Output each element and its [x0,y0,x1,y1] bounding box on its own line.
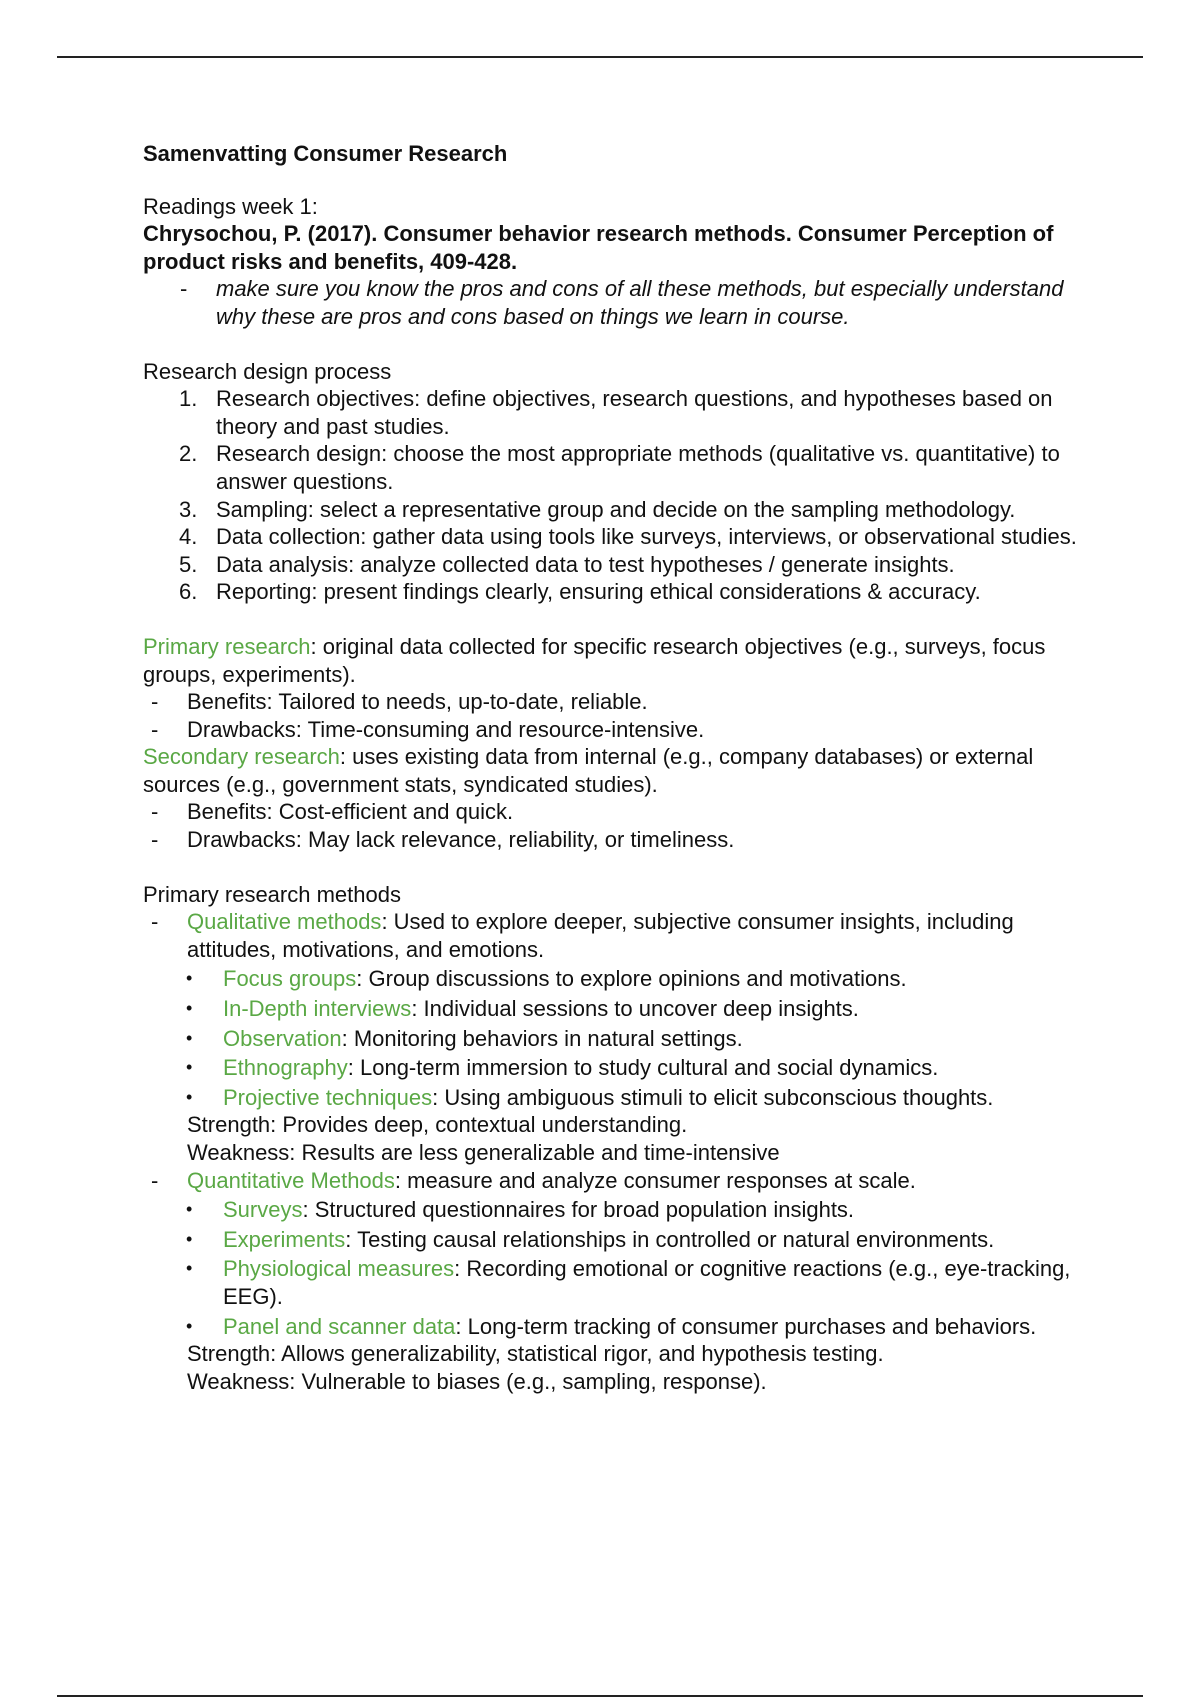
method-desc: : Individual sessions to uncover deep insights. [411,996,859,1022]
method-term: Surveys [223,1197,303,1223]
quantitative-item [143,1313,1103,1341]
method-desc: : Recording emotional or cognitive reactions (e.g., eye-tracking, EEG). [223,1256,1071,1309]
method-term: Projective techniques [223,1084,433,1110]
qualitative-item [143,1054,1103,1082]
qualitative-item [143,995,1103,1023]
design-heading: Research design process [143,358,392,384]
quantitative-item [143,1226,1103,1254]
secondary-research-term: Secondary research [143,744,340,770]
step-text: Data collection: gather data using tools like surveys, interviews, or observational studies. [216,524,1077,550]
dash-marker: - [151,689,159,715]
quantitative-strength: Strength: Allows generalizability, statistical rigor, and hypothesis testing. [187,1341,884,1367]
design-step [143,578,1103,606]
step-number: 1. [179,386,198,412]
step-number: 5. [179,551,198,577]
method-desc: : Monitoring behaviors in natural settings. [341,1025,743,1051]
quantitative-item [143,1255,1103,1310]
bullet-marker: • [186,1315,193,1336]
qualitative-item [143,1025,1103,1053]
method-desc: : Long-term immersion to study cultural and social dynamics. [347,1055,939,1081]
secondary-benefits [143,798,1103,826]
step-text: Sampling: select a representative group and decide on the sampling methodology. [216,496,1016,522]
method-term: Experiments [223,1226,346,1252]
bottom-page-rule [57,1695,1143,1697]
dash-marker: - [180,276,188,302]
method-term: Panel and scanner data [223,1313,456,1339]
method-term: Ethnography [223,1055,348,1081]
step-text: Data analysis: analyze collected data to test hypotheses / generate insights. [216,551,955,577]
quantitative-desc: : measure and analyze consumer responses at scale. [394,1167,916,1193]
quantitative-methods [143,1167,1103,1195]
bullet-marker: • [186,1057,193,1078]
bullet-marker: • [186,1258,193,1279]
bullet-marker: • [186,1027,193,1048]
method-desc: : Long-term tracking of consumer purchases and behaviors. [455,1313,1037,1339]
secondary-research-definition [143,743,1103,798]
step-number: 4. [179,524,198,550]
design-step [143,551,1103,579]
method-desc: : Using ambiguous stimuli to elicit subconscious thoughts. [432,1084,994,1110]
qualitative-item [143,1084,1103,1112]
design-step [143,496,1103,524]
dash-marker: - [151,716,159,742]
bullet-marker: • [186,968,193,989]
step-number: 6. [179,579,198,605]
reading-note [143,275,1103,330]
step-text: Research design: choose the most appropriate methods (qualitative vs. quantitative) to answer questions. [216,441,1060,494]
methods-heading: Primary research methods [143,881,401,907]
dash-marker: - [151,799,159,825]
method-term: Focus groups [223,966,357,992]
primary-research-definition [143,633,1103,688]
secondary-research-desc: : uses existing data from internal (e.g., company databases) or external sources (e.g., government stats, syndicated studies). [143,744,1034,797]
qualitative-weakness: Weakness: Results are less generalizable and time-intensive [187,1140,780,1165]
dash-marker: - [151,1167,159,1193]
bullet-marker: • [186,1086,193,1107]
method-desc: : Testing causal relationships in controlled or natural environments. [345,1226,995,1252]
method-desc: : Group discussions to explore opinions and motivations. [356,966,907,992]
method-desc: : Structured questionnaires for broad population insights. [302,1197,855,1223]
step-number: 3. [179,496,198,522]
quantitative-item [143,1196,1103,1224]
reading-note-text: make sure you know the pros and cons of all these methods, but especially understand why these are pros and cons based on things we learn in course. [216,276,1064,329]
bullet-marker: • [186,1199,193,1220]
secondary-drawbacks [143,826,1103,854]
document-title: Samenvatting Consumer Research [143,141,508,166]
step-number: 2. [179,441,198,467]
primary-research-desc: : original data collected for specific research objectives (e.g., surveys, focus groups, experiments). [143,633,1046,687]
primary-benefits [143,688,1103,716]
secondary-benefits-text: Benefits: Cost-efficient and quick. [187,799,514,825]
secondary-drawbacks-text: Drawbacks: May lack relevance, reliability, or timeliness. [187,827,735,853]
method-term: In-Depth interviews [223,996,412,1022]
readings-label: Readings week 1: [143,193,318,219]
quantitative-weakness: Weakness: Vulnerable to biases (e.g., sampling, response). [187,1368,767,1394]
step-text: Research objectives: define objectives, research questions, and hypotheses based on theory and past studies. [216,386,1053,439]
document-page [143,140,1103,1395]
dash-marker: - [151,827,159,853]
reference-citation: Chrysochou, P. (2017). Consumer behavior research methods. Consumer Perception of product risks and benefits, 409-428. [143,221,1054,274]
top-page-rule [57,56,1143,58]
design-step [143,440,1103,495]
primary-benefits-text: Benefits: Tailored to needs, up-to-date, reliable. [187,689,648,715]
primary-drawbacks [143,716,1103,744]
bullet-marker: • [186,1228,193,1249]
design-step [143,523,1103,551]
qualitative-methods [143,908,1103,963]
quantitative-term: Quantitative Methods [187,1167,395,1193]
method-term: Observation [223,1025,342,1051]
dash-marker: - [151,909,159,935]
bullet-marker: • [186,998,193,1019]
method-term: Physiological measures [223,1256,455,1282]
design-step [143,385,1103,440]
primary-drawbacks-text: Drawbacks: Time-consuming and resource-intensive. [187,716,705,742]
step-text: Reporting: present findings clearly, ensuring ethical considerations & accuracy. [216,579,981,605]
qualitative-term: Qualitative methods [187,909,382,935]
qualitative-item [143,965,1103,993]
qualitative-desc: : Used to explore deeper, subjective consumer insights, including attitudes, motivations, and emotions. [187,909,1014,962]
qualitative-strength: Strength: Provides deep, contextual understanding. [187,1112,688,1138]
primary-research-term: Primary research [143,633,311,659]
